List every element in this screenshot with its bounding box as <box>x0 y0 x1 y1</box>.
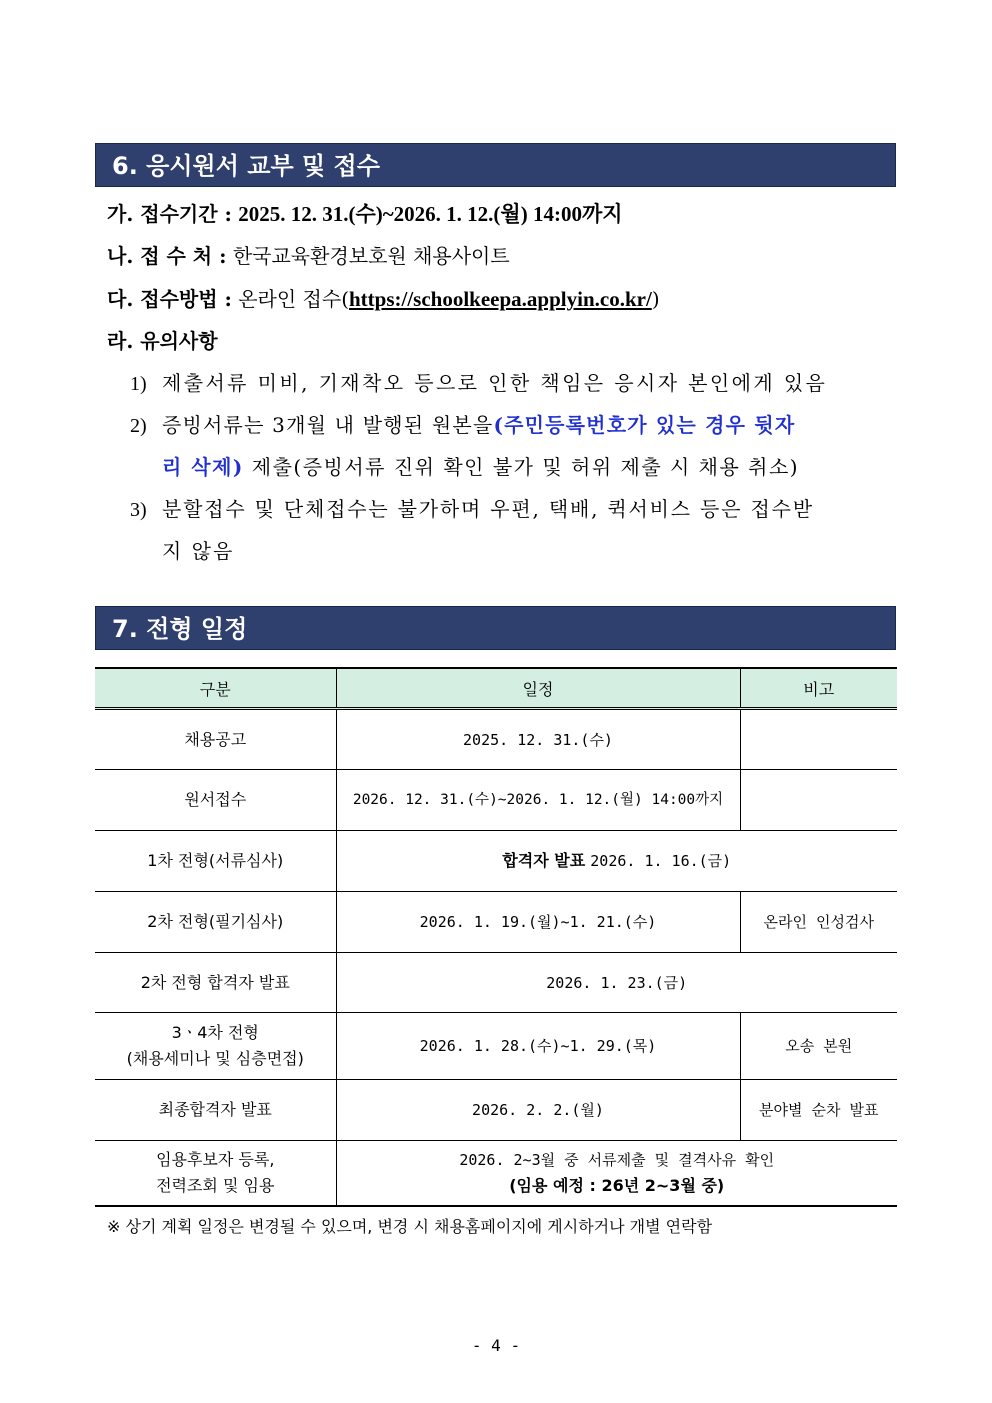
note-text: 제출(증빙서류 진위 확인 불가 및 허위 제출 시 채용 취소) <box>243 455 800 479</box>
row-schedule: 2026. 12. 31.(수)~2026. 1. 12.(월) 14:00까지 <box>336 770 740 831</box>
note-item-3 <box>130 495 814 524</box>
table-row <box>95 1013 897 1080</box>
row-schedule-line: (임용 예정 : 26년 2~3월 중) <box>509 1175 725 1195</box>
row-schedule-bold: 합격자 발표 <box>502 851 586 870</box>
row-name: 2차 전형 합격자 발표 <box>95 953 336 1013</box>
note-text: 제출서류 미비, 기재착오 등으로 인한 책임은 응시자 본인에게 있음 <box>162 371 828 395</box>
page-number: - 4 - <box>471 1336 521 1355</box>
row-remark <box>740 770 897 831</box>
column-header-category: 구분 <box>95 668 336 709</box>
notes-heading <box>107 327 218 355</box>
row-name: 채용공고 <box>95 709 336 770</box>
row-schedule <box>336 831 897 892</box>
note-item-1 <box>130 369 827 398</box>
row-schedule <box>336 1141 897 1206</box>
period-line <box>107 200 623 228</box>
notes-label: 라. 유의사항 <box>107 329 218 353</box>
table-row <box>95 709 897 770</box>
row-schedule: 2026. 1. 19.(월)~1. 21.(수) <box>336 892 740 953</box>
method-label: 다. 접수방법 : <box>107 287 232 311</box>
row-remark <box>740 709 897 770</box>
row-schedule-date: 2026. 1. 16.(금) <box>590 852 732 870</box>
note-highlight: (주민등록번호가 있는 경우 뒷자 <box>493 413 796 437</box>
row-schedule-line: 2026. 2~3월 중 서류제출 및 결격사유 확인 <box>459 1150 775 1169</box>
row-name: 최종합격자 발표 <box>95 1080 336 1141</box>
table-row <box>95 831 897 892</box>
row-schedule: 2026. 1. 28.(수)~1. 29.(목) <box>336 1013 740 1080</box>
row-name: 원서접수 <box>95 770 336 831</box>
row-schedule: 2026. 2. 2.(월) <box>336 1080 740 1141</box>
period-value: 2025. 12. 31.(수)~2026. 1. 12.(월) 14:00까지 <box>238 202 623 226</box>
table-header-row <box>95 668 897 709</box>
note-number: 1) <box>130 373 147 395</box>
table-row <box>95 1080 897 1141</box>
row-schedule: 2026. 1. 23.(금) <box>336 953 897 1013</box>
row-name-line: 임용후보자 등록, <box>156 1149 275 1169</box>
row-name-line: (채용세미나 및 심층면접) <box>126 1049 304 1068</box>
column-header-schedule: 일정 <box>336 668 740 709</box>
row-remark: 분야별 순차 발표 <box>740 1080 897 1141</box>
note-number: 2) <box>130 415 147 437</box>
note-number: 3) <box>130 499 147 521</box>
note-item-2-cont <box>162 453 799 481</box>
table-row <box>95 953 897 1013</box>
row-schedule: 2025. 12. 31.(수) <box>336 709 740 770</box>
place-label: 나. 접 수 처 : <box>107 244 227 268</box>
row-name: 1차 전형(서류심사) <box>95 831 336 892</box>
row-name-line: 전력조회 및 임용 <box>156 1175 275 1195</box>
section-7-header: 7. 전형 일정 <box>95 606 896 650</box>
note-item-2 <box>130 411 795 440</box>
row-name <box>95 1141 336 1206</box>
note-text: 증빙서류는 3개월 내 발행된 원본을 <box>162 413 494 437</box>
table-row <box>95 1141 897 1206</box>
place-line <box>107 242 510 270</box>
method-suffix: ) <box>651 287 660 311</box>
schedule-table <box>95 667 897 1207</box>
schedule-footnote: ※ 상기 계획 일정은 변경될 수 있으며, 변경 시 채용홈페이지에 게시하거나 개별 연락함 <box>107 1217 713 1236</box>
row-remark: 오송 본원 <box>740 1013 897 1080</box>
note-text: 분할접수 및 단체접수는 불가하며 우편, 택배, 퀵서비스 등은 접수받 <box>162 497 814 521</box>
table-row <box>95 892 897 953</box>
column-header-remark: 비고 <box>740 668 897 709</box>
note-highlight: 리 삭제) <box>162 455 244 479</box>
table-row <box>95 770 897 831</box>
row-remark: 온라인 인성검사 <box>740 892 897 953</box>
note-item-3-cont <box>162 537 234 565</box>
row-name: 2차 전형(필기심사) <box>95 892 336 953</box>
note-text: 지 않음 <box>162 539 235 563</box>
row-name-line: 3ㆍ4차 전형 <box>171 1023 259 1042</box>
section-6-header: 6. 응시원서 교부 및 접수 <box>95 143 896 187</box>
method-prefix: 온라인 접수( <box>238 287 349 311</box>
place-value: 한국교육환경보호원 채용사이트 <box>232 244 510 268</box>
method-line <box>107 285 660 313</box>
application-site-link[interactable]: https://schoolkeepa.applyin.co.kr/ <box>349 287 652 311</box>
row-name <box>95 1013 336 1080</box>
period-label: 가. 접수기간 : <box>107 202 232 226</box>
